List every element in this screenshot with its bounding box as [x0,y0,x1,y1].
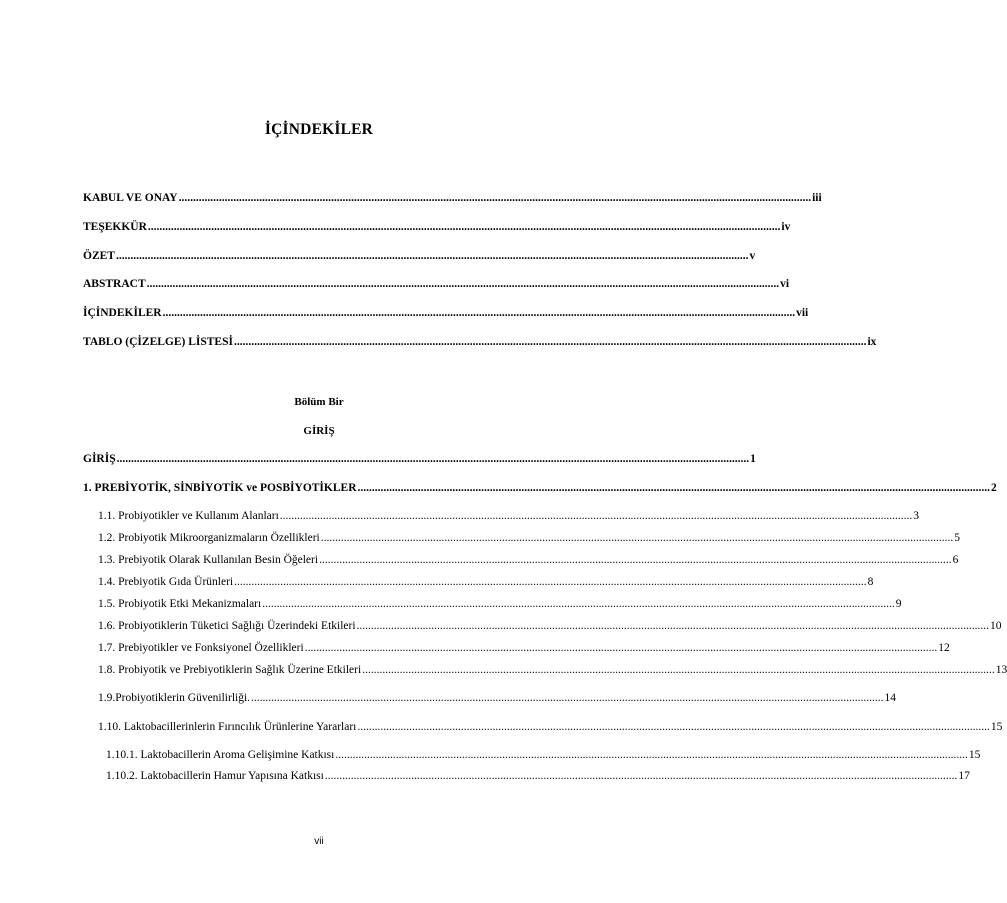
toc-entry-page: vi [780,278,790,290]
toc-entry[interactable] [83,451,756,467]
toc-entry-page: 6 [952,554,959,566]
toc-entry-page: iv [781,221,791,233]
toc-entry-page: 13 [995,664,1007,676]
toc-entry-label: TABLO (ÇİZELGE) LİSTESİ [83,336,233,348]
toc-entry-label: İÇİNDEKİLER [83,307,162,319]
leader-dots: ............................................................................................................................................................................................................................ [115,250,749,262]
leader-dots: ............................................................................................................................................................................................................................ [279,510,913,522]
toc-entry-label: 1.10.1. Laktobacillerin Aroma Gelişimine Katkısı [106,749,335,761]
toc-entry-label: ABSTRACT [83,278,146,290]
toc-entry-label: 1.10. Laktobacillerinlerin Fırıncılık Ürünlerine Yararları [98,721,357,733]
toc-entry-page: ix [867,336,877,348]
toc-entry[interactable] [98,662,1007,678]
leader-dots: ............................................................................................................................................................................................................................ [324,770,958,782]
toc-entry-label: 1.10.2. Laktobacillerin Hamur Yapısına Katkısı [106,770,324,782]
toc-entry[interactable] [83,219,791,235]
leader-dots: ............................................................................................................................................................................................................................ [319,554,952,566]
leader-dots: ............................................................................................................................................................................................................................ [262,598,895,610]
leader-dots: ............................................................................................................................................................................................................................ [147,221,781,233]
leader-dots: ............................................................................................................................................................................................................................ [362,664,995,676]
toc-entry[interactable] [83,305,809,321]
toc-entry-label: 1.1. Probiyotikler ve Kullanım Alanları [98,510,279,522]
toc-entry[interactable] [98,640,950,656]
toc-entry-label: 1.7. Prebiyotikler ve Fonksiyonel Özellikleri [98,642,304,654]
toc-entry-label: 1.2. Probiyotik Mikroorganizmaların Özellikleri [98,532,320,544]
toc-entry-label: 1.5. Probiyotik Etki Mekanizmaları [98,598,262,610]
toc-entry[interactable] [106,768,970,784]
chapter-name: GİRİŞ [303,425,335,437]
leader-dots: ............................................................................................................................................................................................................................ [251,692,884,704]
toc-entry-page: 17 [958,770,970,782]
toc-entry[interactable] [98,596,902,612]
toc-entry-label: 1.6. Probiyotiklerin Tüketici Sağlığı Üzerindeki Etkileri [98,620,356,632]
toc-entry-label: ÖZET [83,250,115,262]
toc-entry-label: 1. PREBİYOTİK, SİNBİYOTİK ve POSBİYOTİKLER [83,482,357,494]
toc-entry-label: TEŞEKKÜR [83,221,147,233]
toc-entry-label: 1.9.Probiyotiklerin Güvenilirliği. [98,692,251,704]
page-title: İÇİNDEKİLER [264,121,374,138]
leader-dots: ............................................................................................................................................................................................................................ [335,749,968,761]
leader-dots: ............................................................................................................................................................................................................................ [162,307,796,319]
toc-entry-page: 15 [990,721,1003,733]
toc-entry-page: 9 [895,598,902,610]
leader-dots: ............................................................................................................................................................................................................................ [178,192,812,204]
toc-entry[interactable] [98,690,897,706]
toc-entry-page: v [749,250,756,262]
toc-entry-label: KABUL VE ONAY [83,192,178,204]
toc-entry-page: 8 [867,576,874,588]
leader-dots: ............................................................................................................................................................................................................................ [320,532,954,544]
chapter-number: Bölüm Bir [294,396,344,408]
toc-entry[interactable] [98,719,1003,735]
toc-entry-page: 3 [913,510,920,522]
toc-entry[interactable] [98,552,959,568]
toc-entry-page: 12 [938,642,950,654]
toc-entry-page: 5 [954,532,961,544]
leader-dots: ............................................................................................................................................................................................................................ [146,278,780,290]
toc-entry[interactable] [83,276,790,292]
leader-dots: ............................................................................................................................................................................................................................ [356,620,990,632]
toc-entry-label: 1.4. Prebiyotik Gıda Ürünleri [98,576,234,588]
leader-dots: ............................................................................................................................................................................................................................ [116,453,750,465]
toc-entry-label: 1.8. Probiyotik ve Prebiyotiklerin Sağlık Üzerine Etkileri [98,664,362,676]
toc-entry[interactable] [83,190,822,206]
toc-entry[interactable] [98,530,961,546]
leader-dots: ............................................................................................................................................................................................................................ [304,642,938,654]
toc-entry[interactable] [98,574,874,590]
toc-entry-page: 2 [991,482,997,494]
toc-entry-page: 15 [968,749,981,761]
toc-entry-page: 14 [884,692,897,704]
toc-entry-label: GİRİŞ [83,453,116,465]
page-number: vii [314,836,324,847]
toc-entry-page: vii [796,307,809,319]
leader-dots: ............................................................................................................................................................................................................................ [357,721,990,733]
toc-entry[interactable] [83,248,756,264]
leader-dots: ............................................................................................................................................................................................................................ [234,576,867,588]
leader-dots: ............................................................................................................................................................................................................................ [233,336,867,348]
toc-entry[interactable] [98,508,920,524]
toc-entry[interactable] [83,480,997,496]
toc-entry-page: 1 [750,453,756,465]
toc-entry[interactable] [83,334,877,350]
toc-entry-label: 1.3. Prebiyotik Olarak Kullanılan Besin Öğeleri [98,554,319,566]
toc-entry-page: iii [812,192,822,204]
leader-dots: ............................................................................................................................................................................................................................ [357,482,991,494]
toc-entry[interactable] [106,747,981,763]
toc-entry[interactable] [98,618,1002,634]
toc-entry-page: 10 [990,620,1002,632]
